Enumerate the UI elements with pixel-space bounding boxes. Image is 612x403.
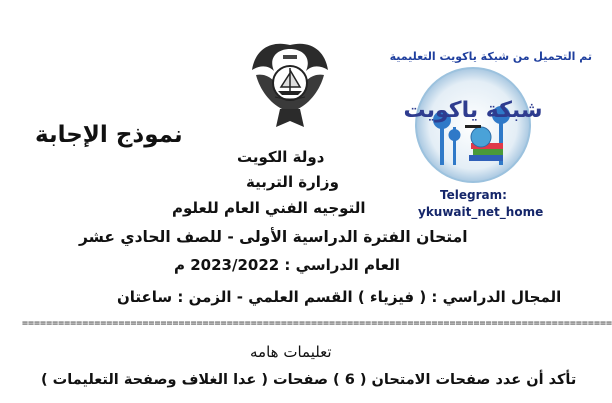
directorate-name: التوجيه الفني العام للعلوم [172, 199, 366, 217]
ykuwait-logo [403, 65, 543, 185]
instruction-item: تأكد أن عدد صفحات الامتحان ( 6 ) صفحات ( عدا الغلاف وصفحة التعليمات ) [41, 372, 577, 388]
download-notice: تم التحميل من شبكة ياكويت التعليمية [389, 50, 592, 63]
ministry-name: وزارة التربية [246, 173, 339, 191]
subject-field: المجال الدراسي : ( فيزياء ) القسم العلمي - الزمن : ساعتان [117, 288, 562, 306]
state-name: دولة الكويت [237, 148, 325, 166]
logo-text: شبكة ياكويت [403, 98, 543, 123]
exam-title: امتحان الفترة الدراسية الأولى - للصف الحادي عشر [79, 228, 468, 246]
telegram-handle: ykuwait_net_home [418, 205, 544, 219]
academic-year: العام الدراسي : 2023/2022 م [174, 256, 400, 274]
telegram-label: Telegram: [440, 188, 507, 202]
kuwait-emblem [250, 35, 330, 135]
divider: ================================================================================================== [22, 318, 612, 329]
answer-model-title: نموذج الإجابة [35, 122, 183, 148]
instructions-title: تعليمات هامه [250, 343, 332, 361]
